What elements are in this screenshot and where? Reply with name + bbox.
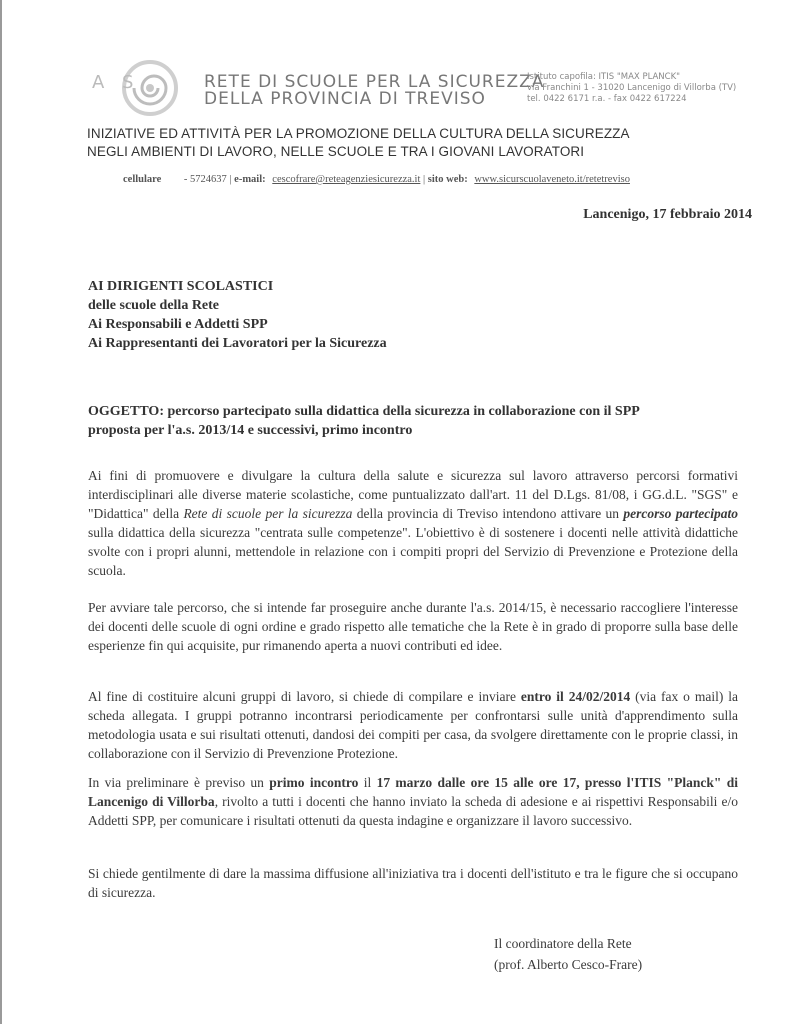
recipient-line: AI DIRIGENTI SCOLASTICI: [88, 279, 274, 294]
network-title-line1: RETE DI SCUOLE PER LA SICUREZZA: [204, 72, 545, 92]
recipients-block: [88, 277, 387, 353]
website-link[interactable]: www.sicurscuolaveneto.it/retetreviso: [474, 174, 630, 185]
body-paragraph-4: In via preliminare è previso un primo incontro il 17 marzo dalle ore 15 alle ore 17, presso l'ITIS "Planck" di Lancenigo di Villorba, rivolto a tutti i docenti che hanno inviato la scheda di adesione e ai rispettivi Responsabili e/o Addetti SPP, per comunicare i risultati ottenuti da questa indagine e organizzare il lavoro successivo.: [88, 775, 738, 828]
deadline-emphasis: entro il 24/02/2014: [520, 689, 631, 704]
initiative-heading: [87, 125, 630, 161]
school-info-line3: tel. 0422 6171 r.a. - fax 0422 617224: [527, 94, 687, 104]
subject-line2: proposta per l'a.s. 2013/14 e successivi, primo incontro: [88, 423, 413, 438]
body-paragraph-3: Al fine di costituire alcuni gruppi di lavoro, si chiede di compilare e inviare entro il 24/02/2014 (via fax o mail) la scheda allegata. I gruppi potranno incontrarsi periodicamente per confrontarsi sulle unità d'apprendimento sulla metodologia usata e sui risultati ottenuti, dandosi dei compiti per casa, da svolgere direttamente con le proprie classi, in collaborazione con il Servizio di Prevenzione Protezione.: [88, 689, 739, 761]
signature-role: Il coordinatore della Rete: [494, 936, 632, 951]
signature-block: [494, 933, 642, 975]
network-title: [204, 74, 544, 108]
subject-block: [88, 402, 718, 440]
recipient-line: Ai Rappresentanti dei Lavoratori per la Sicurezza: [88, 336, 387, 351]
cell-label: cellulare: [123, 174, 162, 185]
email-link[interactable]: cescofrare@reteagenziesicurezza.it: [272, 174, 421, 185]
network-name-italic: Rete di scuole per la sicurezza: [183, 506, 353, 521]
scan-edge-line: [0, 0, 2, 1024]
recipient-line: delle scuole della Rete: [88, 298, 220, 313]
first-meeting-emphasis: primo incontro: [269, 775, 359, 790]
initiative-line1: INIZIATIVE ED ATTIVITÀ PER LA PROMOZIONE DELLA CULTURA DELLA SICUREZZA: [87, 126, 630, 141]
network-title-line2: DELLA PROVINCIA DI TREVISO: [204, 89, 486, 109]
body-paragraph-2: Per avviare tale percorso, che si intende far proseguire anche durante l'a.s. 2014/15, è necessario raccogliere l'interesse dei docenti delle scuole di ogni ordine e grado rispetto alle tematiche che la Rete è in grado di proporre sulla base delle esperienze fin qui acquisite, pur rimanendo aperta a nuovi contributi ed idee.: [88, 600, 738, 653]
subject-line1: OGGETTO: percorso partecipato sulla didattica della sicurezza in collaborazione con il SPP: [88, 404, 640, 419]
body-paragraph-5: Si chiede gentilmente di dare la massima diffusione all'iniziativa tra i docenti dell'istituto e tra le figure che si occupano di sicurezza.: [88, 866, 738, 900]
initiative-line2: NEGLI AMBIENTI DI LAVORO, NELLE SCUOLE E TRA I GIOVANI LAVORATORI: [87, 144, 585, 159]
contacts-line: cellulare - 5724637 | e-mail: cescofrare@reteagenziesicurezza.it | sito web: www.sicurscuolaveneto.it/retetreviso: [123, 174, 630, 185]
school-info-line2: via Franchini 1 - 31020 Lancenigo di Villorba (TV): [527, 83, 737, 93]
letter-date: Lancenigo, 17 febbraio 2014: [583, 207, 752, 222]
course-name-emphasis: percorso partecipato: [623, 506, 738, 521]
email-label: e-mail:: [234, 174, 266, 185]
logo-lettering: A S: [92, 72, 140, 93]
signature-name: (prof. Alberto Cesco-Frare): [494, 957, 643, 972]
school-info-line1: Istituto capofila: ITIS "MAX PLANCK": [527, 72, 681, 82]
meeting-details-emphasis: 17 marzo dalle ore 15 alle ore 17, presso l'ITIS "Planck" di Lancenigo di Villorba: [88, 775, 738, 809]
web-label: sito web:: [427, 174, 468, 185]
recipient-line: Ai Responsabili e Addetti SPP: [88, 317, 268, 332]
cell-value: - 5724637: [183, 174, 227, 185]
body-paragraph-1: Ai fini di promuovere e divulgare la cultura della salute e sicurezza sul lavoro attraverso percorsi formativi interdisciplinari alle diverse materie scolastiche, come puntualizzato dall'art. 11 del D.Lgs. 81/08, i GG.d.L. "SGS" e "Didattica" della Rete di scuole per la sicurezza della provincia di Treviso intendono attivare un percorso partecipato sulla didattica della sicurezza "centrata sulle competenze". L'obiettivo è di sostenere i docenti nelle attività didattiche svolte con i propri alunni, mettendole in relazione con i compiti propri del Servizio di Prevenzione e Protezione della scuola.: [88, 468, 738, 578]
lead-school-info: [527, 72, 736, 105]
